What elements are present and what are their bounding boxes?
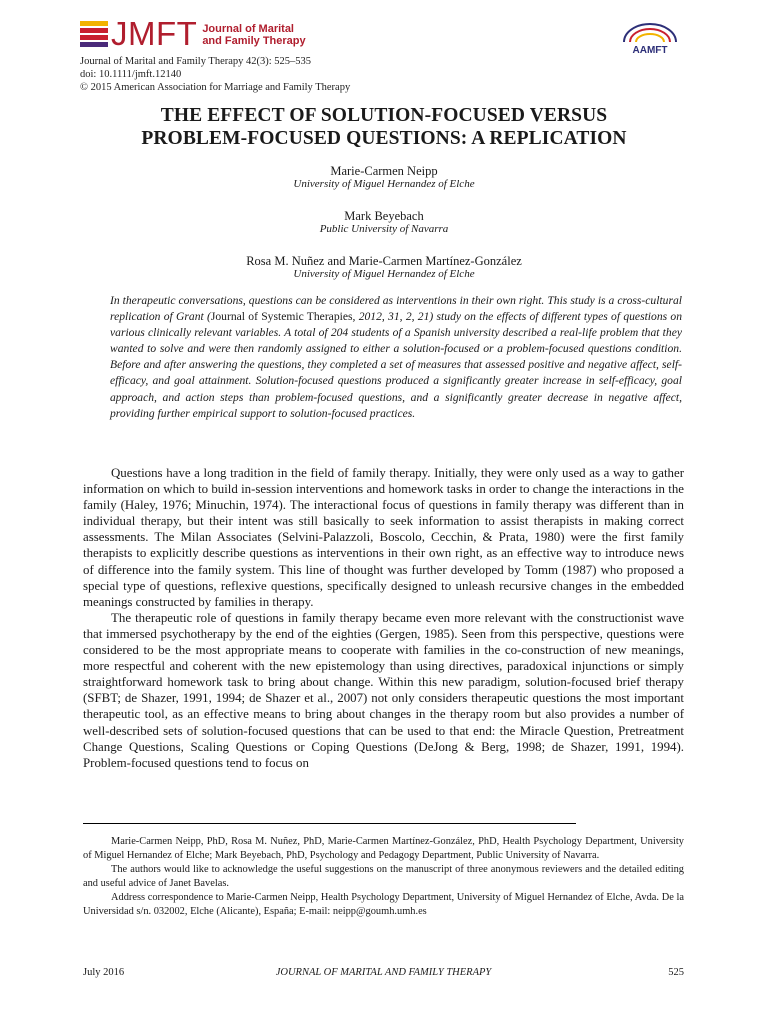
author-name: Marie-Carmen Neipp <box>330 164 438 178</box>
footnote: Marie-Carmen Neipp, PhD, Rosa M. Nuñez, PhD, Marie-Carmen Martínez-González, PhD, Health Psychology Department, University of Miguel Hernandez of Elche; Mark Beyebach, PhD, Psychology and Pedagogy Department, Public University of Navarra. <box>83 836 684 861</box>
author-name: Rosa M. Nuñez and Marie-Carmen Martínez-González <box>246 254 522 268</box>
author-affiliation: University of Miguel Hernandez of Elche <box>293 178 475 190</box>
article-metadata <box>80 55 350 94</box>
author-affiliation: Public University of Navarra <box>319 223 449 235</box>
logo-stripes <box>80 21 108 49</box>
page-number: 525 <box>668 967 684 978</box>
author-name: Mark Beyebach <box>344 209 424 223</box>
copyright: © 2015 American Association for Marriage and Family Therapy <box>80 82 351 93</box>
abstract: In therapeutic conversations, questions can be considered as interventions in their own right. This study is a cross-cultural replication of Grant (Journal of Systemic Therapies, 2012, 31, 2, 21) study on the effects of different types of questions on various clinically relevant variables. A total of 204 students of a Spanish university described a real-life problem that they wanted to solve and were then randomly assigned to either a solution-focused or a problem-focused questions condition. Before and after answering the questions, they completed a set of measures that assessed positive and negative affect, self-efficacy, and goal attainment. Solution-focused questions produced a significantly greater increase in self-efficacy, goal approach, and action steps than problem-focused questions, and a significantly greater decrease in negative affect, providing further empirical support to solution-focused practices. <box>110 294 683 420</box>
body-paragraph: Questions have a long tradition in the field of family therapy. Initially, they were only used as a way to gather information on which to build in-session interventions and homework tasks in order to change the interactions in the family (Haley, 1976; Minuchin, 1974). The interactional focus of questions in family therapy was different than in individual therapy, but their intent was still basically to seek information to assist therapists in making correct assessments. The Milan Associates (Selvini-Palazzoli, Boscolo, Cecchin, & Prata, 1980) were the first family therapists to explicitly describe questions as interventions in their own right, as an effective way to introduce news of difference into the family system. This line of thought was further developed by Tomm (1987) who proposed a special type of questions, reflexive questions, specifically designed to unleash recursive changes in the embedded meanings constructed by families in therapy. <box>83 466 684 609</box>
logo-subtitle: Journal of Marital and Family Therapy <box>202 23 306 47</box>
journal-header <box>80 15 690 96</box>
citation: Journal of Marital and Family Therapy 42(3): 525–535 <box>80 56 312 67</box>
author-affiliation: University of Miguel Hernandez of Elche <box>293 268 475 280</box>
journal-logo <box>80 15 306 52</box>
aamft-logo <box>610 22 690 56</box>
article-body <box>83 465 684 771</box>
footnote-divider <box>83 823 576 824</box>
footnote: Address correspondence to Marie-Carmen Neipp, Health Psychology Department, University of Miguel Hernandez of Elche, Avda. De la Universidad s/n. 032002, Elche (Alicante), España; E-mail: neipp@goumh.umh.es <box>83 892 684 917</box>
footer-date: July 2016 <box>83 967 125 978</box>
footnote: The authors would like to acknowledge the useful suggestions on the manuscript of three anonymous reviewers and the detailed editing and useful advice of Janet Bavelas. <box>83 864 684 889</box>
body-paragraph: The therapeutic role of questions in family therapy became even more relevant with the constructionist wave that immersed psychotherapy by the end of the eighties (Gergen, 1985). Seen from this perspective, questions were considered to be the most appropriate means to cooperate with families in the co-construction of new meanings, more respectful and coherent with the new epistemology than using directives, paradoxical injunctions or simply straightforward homework task to bring about change. Within this new paradigm, solution-focused brief therapy (SFBT; de Shazer, 1991, 1994; de Shazer et al., 2007) not only considers therapeutic questions the most important therapeutic tool, as an effective means to bring about changes in the therapy room but also provides a number of well-described sets of solution-focused questions that can be used to that end: the Miracle Question, Pretreatment Change Questions, Scaling Questions or Coping Questions (DeJong & Berg, 1998; de Shazer, 1991, 1994). Problem-focused questions tend to focus on <box>83 610 684 770</box>
aamft-text: AAMFT <box>632 45 668 56</box>
logo-text: JMFT <box>111 15 198 52</box>
footer-journal: JOURNAL OF MARITAL AND FAMILY THERAPY <box>275 967 492 978</box>
footnotes <box>83 835 684 920</box>
aamft-arc-icon <box>620 22 680 44</box>
doi: doi: 10.1111/jmft.12140 <box>80 69 182 80</box>
journal-name: Journal of Systemic Therapies <box>210 310 353 324</box>
article-title: THE EFFECT OF SOLUTION-FOCUSED VERSUS PROBLEM-FOCUSED QUESTIONS: A REPLICATION <box>141 105 627 149</box>
